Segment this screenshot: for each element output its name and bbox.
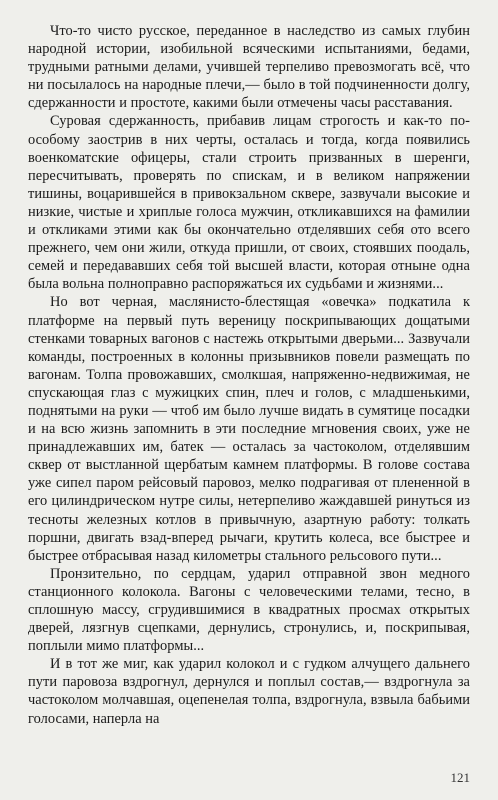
- paragraph-5: И в тот же миг, как ударил колокол и с гудком алчущего дальнего пути паровоза вздрогнул, дернулся и поплыл состав,— вздрогнула за частоколом молчавшая, оцепенелая толпа, вздрогнула, взвыла бабьими голосами, наперла на: [28, 656, 470, 727]
- paragraph-3: Но вот черная, маслянисто-блестящая «овечка» подкатила к платформе на первый путь вереницу поскрипывающих дощатыми стенками товарных вагонов с настежь открытыми дверьми... Зазвучали команды, построенных в колонны призывников повели размещать по вагонам. Толпа провожавших, смолкшая, напряженно-недвижимая, не спускающая глаз с мужицких спин, плеч и голов, с младшенькими, поднятыми на руки — чтоб им было лучше видать в сумятице посадки и на всю жизнь запомнить в эти последние мгновения своих, уже не принадлежавших им, батек — осталась за частоколом, отделявшим сквер от выстланной щербатым камнем платформы. В голове состава уже сипел паром рейсовый паровоз, мелко подрагивая от плененной в его цилиндрическом нутре силы, нетерпеливо жаждавшей ринуться из тесноты железных котлов в привычную, азартную работу: толкать поршни, двигать взад-вперед рычаги, крутить колеса, все быстрее и быстрее отбрасывая назад километры стального рельсового пути...: [28, 294, 470, 564]
- body-text: [28, 22, 470, 728]
- paragraph-4: Пронзительно, по сердцам, ударил отправной звон медного станционного колокола. Вагоны с человеческими телами, тесно, в сплошную массу, сгрудившимися в квадратных просмах открытых дверей, лязгнув сцепками, дернулись, стронулись, и, поскрипывая, поплыли мимо платформы...: [28, 565, 470, 655]
- page-number: 121: [450, 770, 470, 785]
- paragraph-2: Суровая сдержанность, прибавив лицам строгость и как-то по-особому заострив в них черты, осталась и тогда, когда появились военкоматские офицеры, стали строить призванных в шеренги, пересчитывать, проверять по спискам, и в великом напряжении тишины, воцарившейся в привокзальном сквере, зазвучали высокие и низкие, чистые и хриплые голоса мужчин, откликавшихся на фамилии и откликами этими как бы окончательно отделявших себя ото всего прежнего, чем они жили, откуда пришли, от своих, стоявших поодаль, семей и передававших себя той высшей власти, которая отныне одна была вольна полноправно распоряжаться их судьбами и жизнями...: [28, 113, 470, 293]
- paragraph-1: Что-то чисто русское, переданное в наследство из самых глубин народной истории, изобильной всяческими испытаниями, бедами, трудными ратными делами, учившей терпеливо превозмогать всё, что ни посылалось на народные плечи,— было в той подчиненности долгу, сдержанности и простоте, какими были отмечены часы расставания.: [28, 23, 470, 112]
